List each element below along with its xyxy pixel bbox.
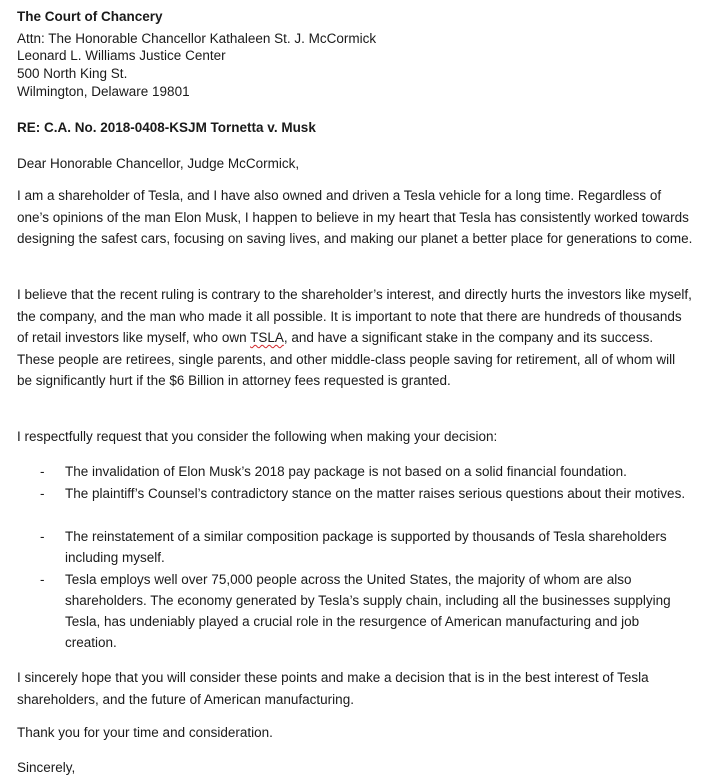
bullet-dash: - bbox=[40, 528, 45, 544]
bullet-dash: - bbox=[40, 485, 45, 501]
city-state-zip: Wilmington, Delaware 19801 bbox=[17, 84, 190, 99]
street-address: 500 North King St. bbox=[17, 66, 128, 81]
list-item-text: The plaintiff’s Counsel’s contradictory stance on the matter raises serious questions about their motives. bbox=[65, 485, 686, 501]
paragraph-1: I am a shareholder of Tesla, and I have also owned and driven a Tesla vehicle for a long time. Regardless of one’s opinions of the man Elon Musk, I happen to believe in my heart that Tesla has consistently worked towards designing the safest cars, focusing on saving lives, and making our planet a better place for generations to come. bbox=[17, 188, 693, 246]
paragraph-2-text-b: , and have a significant stake in the company and its success. These people are retirees, single parents, and other middle-class people saving for retirement, all of whom will be significantly hurt if the $6 Billion in attorney fees requested is granted. bbox=[17, 330, 676, 388]
paragraph-2 bbox=[17, 284, 693, 392]
salutation: Dear Honorable Chancellor, Judge McCormick, bbox=[17, 156, 300, 171]
list-item-text: The reinstatement of a similar composition package is supported by thousands of Tesla shareholders including myself. bbox=[65, 528, 667, 565]
closing: Sincerely, bbox=[17, 760, 76, 775]
re-line: RE: C.A. No. 2018-0408-KSJM Tornetta v. Musk bbox=[17, 120, 316, 135]
list-item-text: The invalidation of Elon Musk’s 2018 pay package is not based on a solid financial foundation. bbox=[65, 464, 627, 479]
paragraph-2-text-a: I believe that the recent ruling is contrary to the shareholder’s interest, and directly hurts the investors like myself, the company, and the man who made it all possible. It is important to note that there are hundreds of thousands of retail investors like myself, who own bbox=[17, 287, 692, 345]
paragraph-4: I sincerely hope that you will consider these points and make a decision that is in the best interest of Tesla shareholders, and the future of American manufacturing. bbox=[17, 670, 649, 707]
bullet-dash: - bbox=[40, 571, 45, 587]
thanks-line: Thank you for your time and consideration. bbox=[17, 725, 273, 740]
bullet-dash: - bbox=[40, 464, 45, 479]
attention-line: Attn: The Honorable Chancellor Kathaleen St. J. McCormick bbox=[17, 31, 377, 46]
spellcheck-flagged-word[interactable]: TSLA bbox=[250, 330, 284, 345]
building-name: Leonard L. Williams Justice Center bbox=[17, 48, 226, 63]
court-name: The Court of Chancery bbox=[17, 9, 163, 24]
paragraph-3: I respectfully request that you consider the following when making your decision: bbox=[17, 429, 498, 444]
list-item-text: Tesla employs well over 75,000 people across the United States, the majority of whom are also shareholders. The economy generated by Tesla’s supply chain, including all the businesses supplying Tesla, has undeniably played a crucial role in the resurgence of American manufacturing and job creation. bbox=[65, 571, 671, 651]
